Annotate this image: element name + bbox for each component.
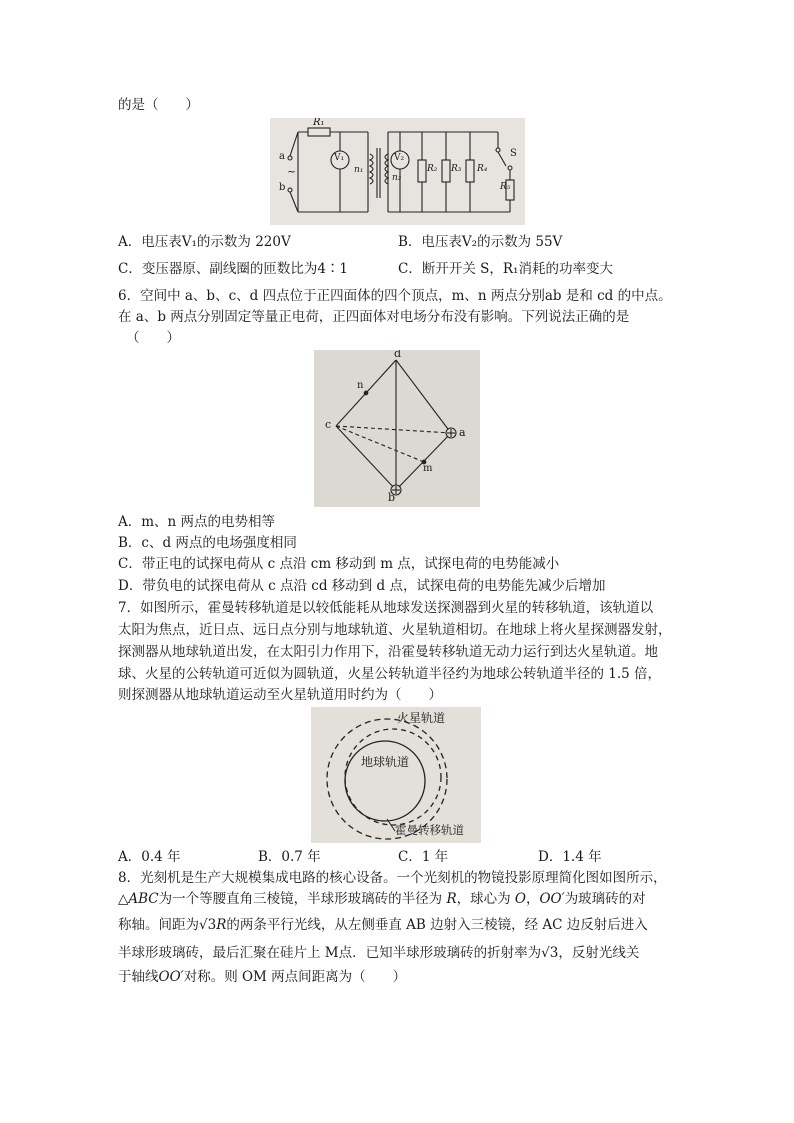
- label-m: m: [423, 463, 433, 474]
- q7-option-a: A．0.4 年: [118, 849, 181, 865]
- label-a: a: [459, 426, 466, 439]
- q7-stem-line-1: 7．如图所示，霍曼转移轨道是以较低能耗从地球发送探测器到火星的转移轨道，该轨道以: [118, 600, 654, 616]
- q5-option-a: A．电压表V₁的示数为 220V: [118, 234, 291, 250]
- label-r5: R₅: [500, 182, 511, 192]
- label-r3: R₃: [451, 164, 462, 174]
- q8-stem-line-3: 称轴。间距为√3R的两条平行光线，从左侧垂直 AB 边射入三棱镜，经 AC 边反射后进入: [118, 917, 648, 933]
- q6-stem-line-1: 6．空间中 a、b、c、d 四点位于正四面体的四个顶点，m、n 两点分别ab 是和 cd 的中点。: [118, 288, 672, 304]
- q6-option-b: B．c、d 两点的电场强度相同: [118, 535, 297, 551]
- label-n1: n₁: [354, 165, 364, 175]
- q7-stem-line-4: 球、火星的公转轨道可近似为圆轨道，火星公转轨道半径约为地球公转轨道半径的 1.5 倍，: [118, 666, 662, 682]
- label-b: b: [279, 182, 286, 193]
- label-c: c: [325, 418, 332, 431]
- resistor-r2: [418, 160, 426, 182]
- q5-option-b: B．电压表V₂的示数为 55V: [398, 234, 563, 250]
- q5-option-c: C．变压器原、副线圈的匝数比为4∶1: [118, 261, 349, 277]
- q7-option-b: B．0.7 年: [258, 849, 321, 865]
- q7-option-c: C．1 年: [398, 849, 449, 865]
- resistor-r3: [442, 160, 450, 182]
- label-mars-orbit: 火星轨道: [397, 711, 446, 725]
- label-n2: n₂: [392, 173, 402, 183]
- q8-stem-line-4: 半球形玻璃砖，最后汇聚在硅片上 M点．已知半球形玻璃砖的折射率为√3，反射光线关: [118, 945, 640, 961]
- q7-stem-line-3: 探测器从地球轨道出发，在太阳引力作用下，沿霍曼转移轨道无动力运行到达火星轨道。地: [118, 644, 658, 660]
- label-v2: V₂: [394, 153, 405, 163]
- label-a: a: [279, 151, 285, 162]
- q8-stem-line-1: 8．光刻机是生产大规模集成电路的核心设备。一个光刻机的物镜投影原理简化图如图所示，: [118, 870, 667, 886]
- q6-stem-line-3: （ ）: [126, 330, 180, 346]
- q5-stem-tail: 的是（ ）: [118, 97, 199, 113]
- resistor-r1: [308, 128, 330, 136]
- label-n: n: [357, 380, 364, 391]
- q6-option-a: A．m、n 两点的电势相等: [118, 514, 276, 530]
- label-hohmann-orbit: 霍曼转移轨道: [395, 823, 464, 837]
- q5-circuit-figure: [270, 118, 525, 225]
- switch-s: [498, 152, 506, 166]
- hohmann-orbit: [345, 729, 441, 825]
- q5-option-d: C．断开开关 S，R₁消耗的功率变大: [398, 261, 613, 277]
- q7-option-d: D．1.4 年: [538, 849, 602, 865]
- label-d: d: [394, 350, 402, 360]
- q8-stem-line-2: △ABC为一个等腰直角三棱镜，半球形玻璃砖的半径为 R，球心为 O，OO′为玻璃砖的对: [118, 891, 646, 907]
- resistor-r4: [466, 160, 474, 182]
- q7-stem-line-5: 则探测器从地球轨道运动至火星轨道用时约为（ ）: [118, 687, 442, 703]
- label-v1: V₁: [334, 153, 345, 163]
- label-r2: R₂: [427, 164, 438, 174]
- label-r4: R₄: [477, 164, 488, 174]
- q6-option-d: D．带负电的试探电荷从 c 点沿 cd 移动到 d 点，试探电荷的电势能先减少后增加: [118, 578, 606, 594]
- label-earth-orbit: 地球轨道: [361, 755, 410, 769]
- q6-tetrahedron-figure: [314, 350, 480, 507]
- ac-source-symbol: ~: [287, 165, 297, 178]
- q6-option-c: C．带正电的试探电荷从 c 点沿 cm 移动到 m 点，试探电荷的电势能减小: [118, 556, 560, 572]
- q7-orbit-figure: [311, 707, 481, 843]
- label-s: S: [510, 148, 517, 159]
- q6-stem-line-2: 在 a、b 两点分别固定等量正电荷，正四面体对电场分布没有影响。下列说法正确的是: [118, 309, 630, 325]
- q7-stem-line-2: 太阳为焦点，近日点、远日点分别与地球轨道、火星轨道相切。在地球上将火星探测器发射，: [118, 622, 672, 638]
- label-r1: R₁: [313, 118, 325, 128]
- label-b: b: [388, 491, 396, 504]
- q8-stem-line-5: 于轴线OO′对称。则 OM 两点间距离为（ ）: [118, 969, 407, 985]
